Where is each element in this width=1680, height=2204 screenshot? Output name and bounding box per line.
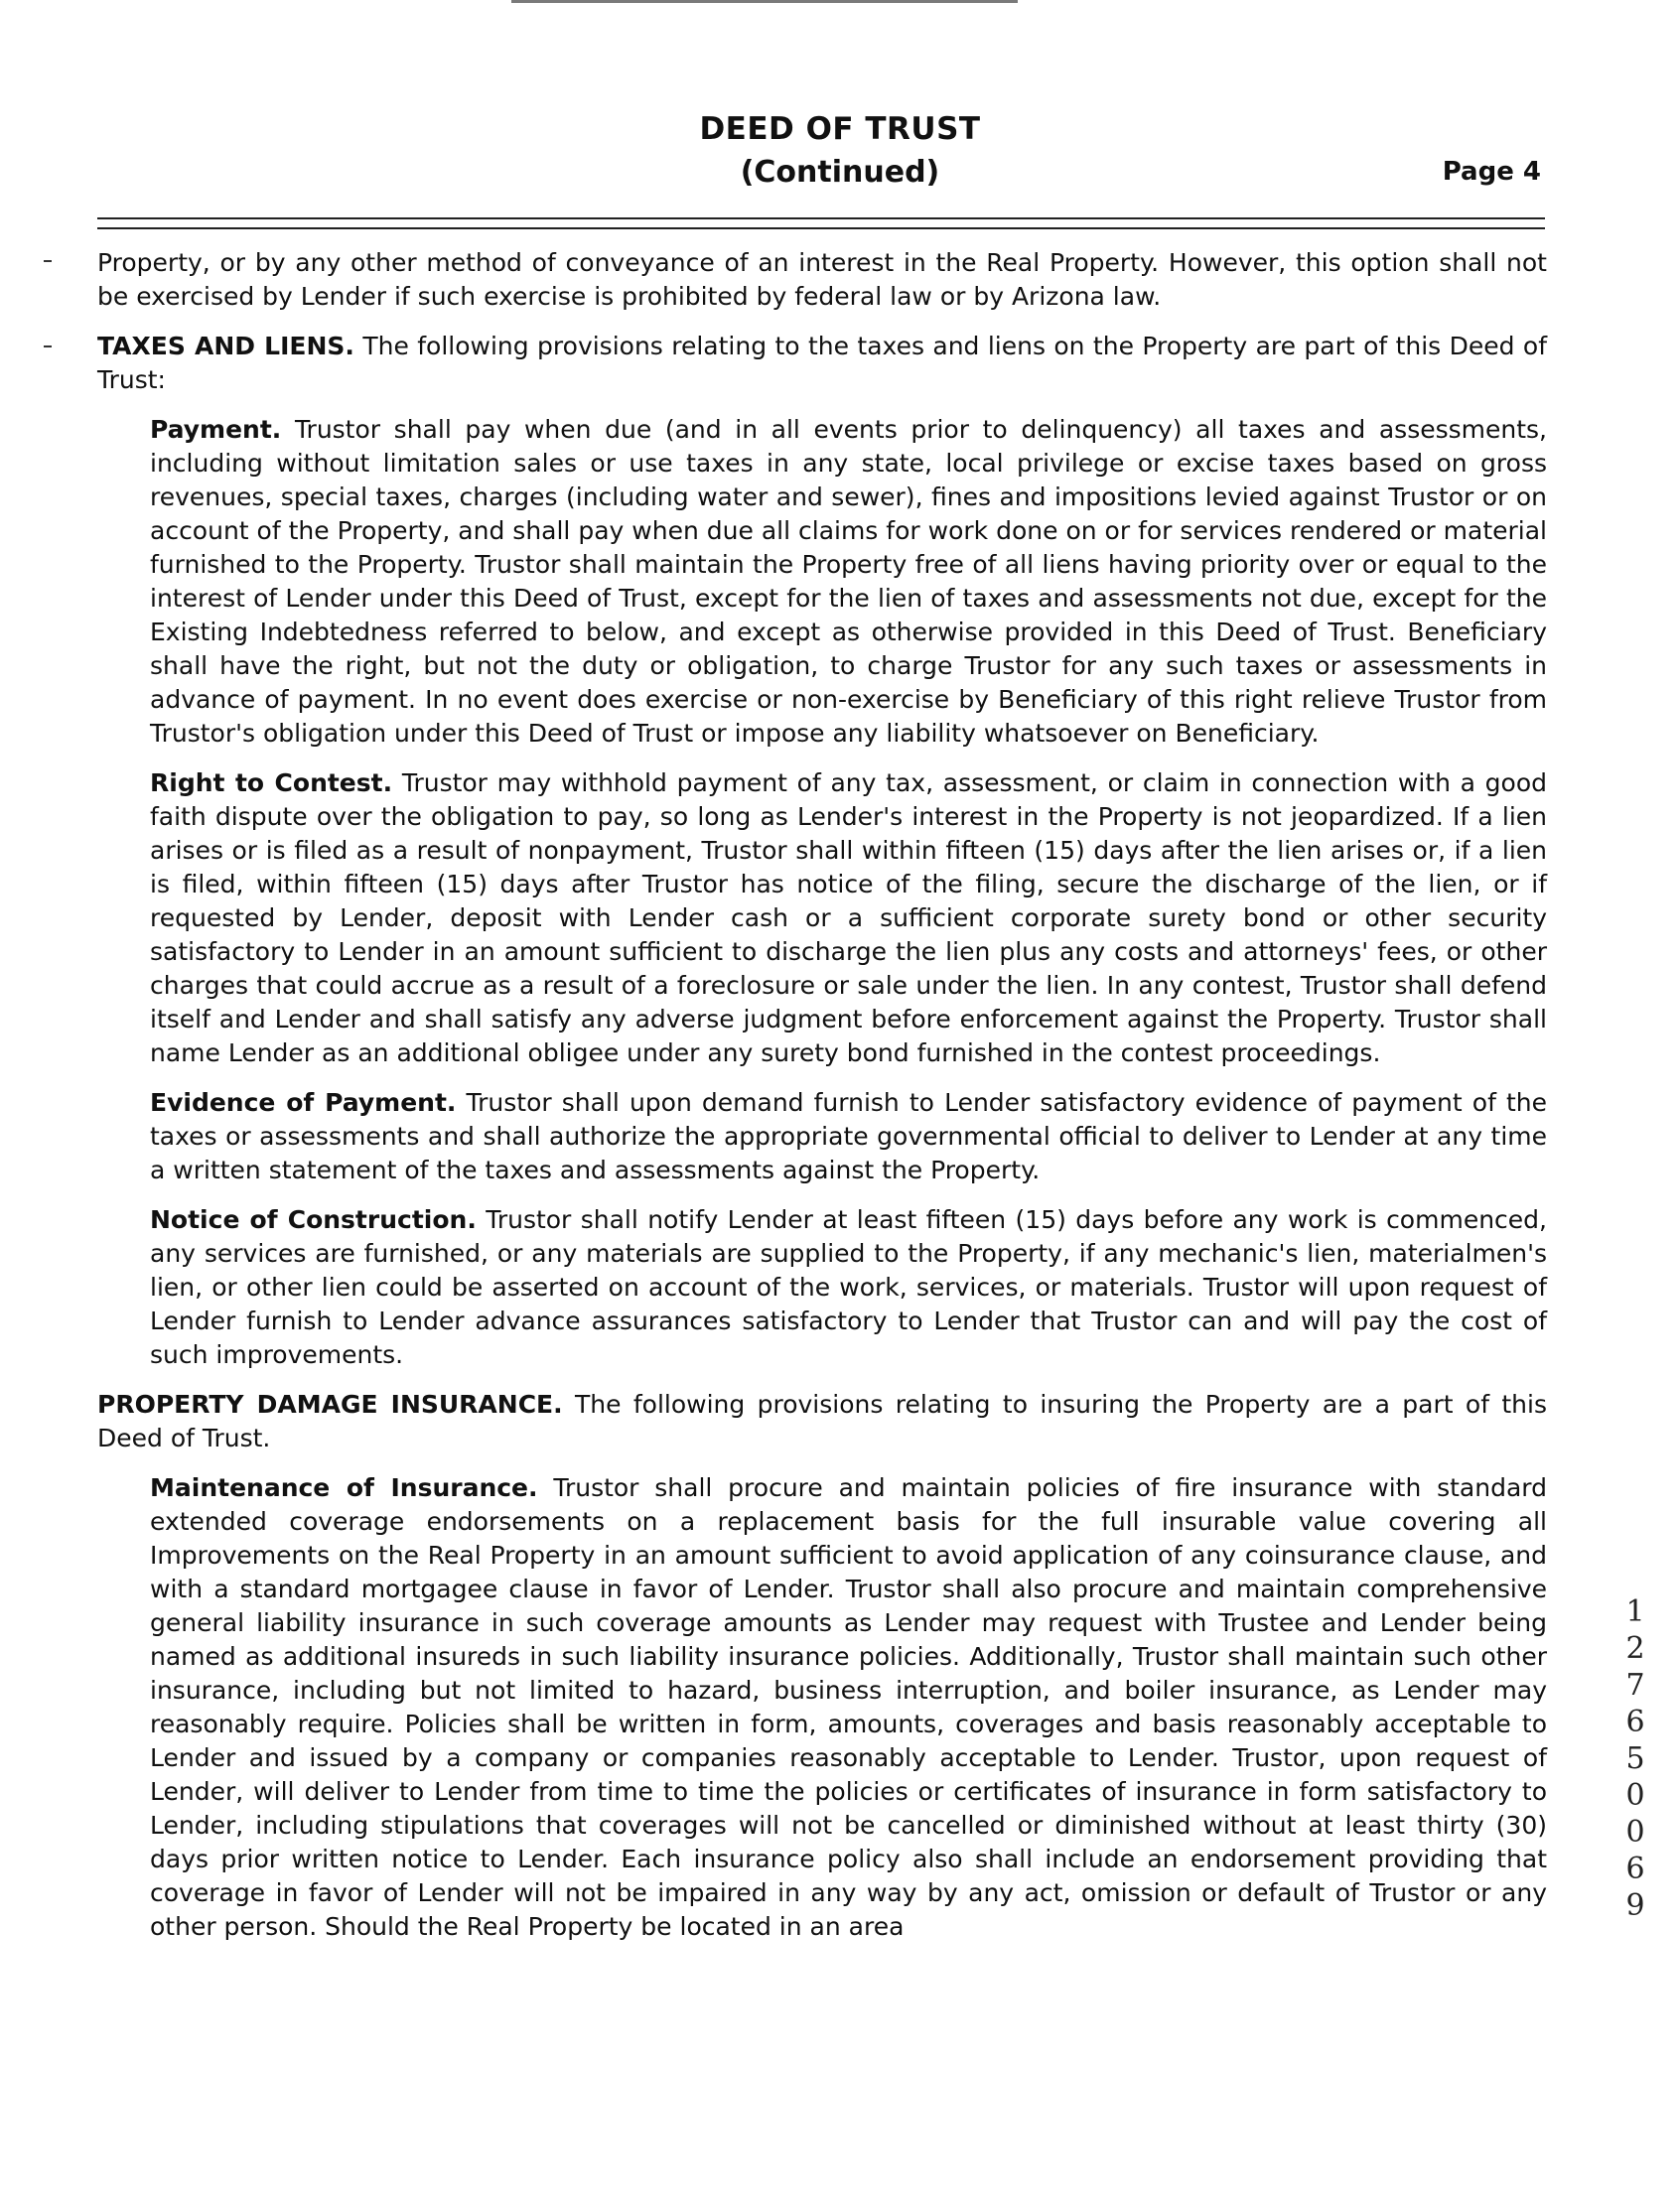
construction-heading: Notice of Construction. bbox=[150, 1205, 477, 1234]
margin-mark bbox=[44, 345, 52, 347]
document-body bbox=[97, 246, 1547, 1960]
insurance-heading: PROPERTY DAMAGE INSURANCE. bbox=[97, 1390, 563, 1419]
insurance-section bbox=[97, 1388, 1547, 1455]
side-stamp-number: 127650069 bbox=[1625, 1594, 1645, 1923]
page-number: Page 4 bbox=[1442, 157, 1541, 187]
evidence-heading: Evidence of Payment. bbox=[150, 1088, 457, 1117]
contest-heading: Right to Contest. bbox=[150, 768, 393, 797]
maintenance-clause bbox=[97, 1471, 1547, 1944]
construction-text: Trustor shall notify Lender at least fifteen (15) days before any work is commenced, any services are furnished, or any materials are supplied to the Property, if any mechanic's lien, materialmen's lien, or other lien could be asserted on account of the work, services, or materials. Trustor will upon request of Lender furnish to Lender advance assurances satisfactory to Lender that Trustor can and will pay the cost of such improvements. bbox=[150, 1205, 1547, 1369]
construction-clause bbox=[97, 1203, 1547, 1372]
insurance-text: The following provisions relating to insuring the Property are a part of this Deed of Trust. bbox=[97, 1390, 1547, 1452]
payment-heading: Payment. bbox=[150, 415, 282, 444]
taxes-heading: TAXES AND LIENS. bbox=[97, 332, 354, 360]
document-title: DEED OF TRUST bbox=[699, 111, 981, 147]
payment-clause bbox=[97, 413, 1547, 751]
contest-clause bbox=[97, 766, 1547, 1070]
margin-mark bbox=[44, 260, 52, 262]
scan-artifact-line bbox=[511, 0, 1018, 7]
taxes-text: The following provisions relating to the taxes and liens on the Property are part of this Deed of Trust: bbox=[97, 332, 1548, 394]
maintenance-heading: Maintenance of Insurance. bbox=[150, 1473, 538, 1502]
maintenance-text: Trustor shall procure and maintain policies of fire insurance with standard extended coverage endorsements on a replacement basis for the full insurable value covering all Improvements on the Real Property in an amount sufficient to avoid application of any coinsurance clause, and with a standard mortgagee clause in favor of Lender. Trustor shall also procure and maintain comprehensive general liability insurance in such coverage amounts as Lender may request with Trustee and Lender being named as additional insureds in such liability insurance policies. Additionally, Trustor shall maintain such other insurance, including but not limited to hazard, business interruption, and boiler insurance, as Lender may reasonably require. Policies shall be written in form, amounts, coverages and basis reasonably acceptable to Lender and issued by a company or companies reasonably acceptable to Lender. Trustor, upon request of Lender, will deliver to Lender from time to time the policies or certificates of insurance in form satisfactory to Lender, including stipulations that coverages will not be cancelled or diminished without at least thirty (30) days prior written notice to Lender. Each insurance policy also shall include an endorsement providing that coverage in favor of Lender will not be impaired in any way by any act, omission or default of Trustor or any other person. Should the Real Property be located in an area bbox=[150, 1473, 1547, 1941]
intro-text: Property, or by any other method of conveyance of an interest in the Real Property. However, this option shall not be exercised by Lender if such exercise is prohibited by federal law or by Arizona law. bbox=[97, 248, 1547, 311]
intro-paragraph bbox=[97, 246, 1547, 314]
contest-text: Trustor may withhold payment of any tax, assessment, or claim in connection with a good faith dispute over the obligation to pay, so long as Lender's interest in the Property is not jeopardized. If a lien arises or is filed as a result of nonpayment, Trustor shall within fifteen (15) days after the lien arises or, if a lien is filed, within fifteen (15) days after Trustor has notice of the filing, secure the discharge of the lien, or if requested by Lender, deposit with Lender cash or a sufficient corporate surety bond or other security satisfactory to Lender in an amount sufficient to discharge the lien plus any costs and attorneys' fees, or other charges that could accrue as a result of a foreclosure or sale under the lien. In any contest, Trustor shall defend itself and Lender and shall satisfy any adverse judgment before enforcement against the Property. Trustor shall name Lender as an additional obligee under any surety bond furnished in the contest proceedings. bbox=[150, 768, 1548, 1067]
evidence-clause bbox=[97, 1086, 1547, 1187]
evidence-text: Trustor shall upon demand furnish to Lender satisfactory evidence of payment of the taxes or assessments and shall authorize the appropriate governmental official to deliver to Lender at any time a written statement of the taxes and assessments against the Property. bbox=[150, 1088, 1547, 1184]
header-divider-top bbox=[97, 217, 1545, 219]
taxes-section bbox=[97, 330, 1547, 397]
document-subtitle: (Continued) bbox=[740, 155, 940, 190]
page-header bbox=[0, 111, 1680, 191]
header-divider-bottom bbox=[97, 227, 1545, 229]
payment-text: Trustor shall pay when due (and in all events prior to delinquency) all taxes and assessments, including without limitation sales or use taxes in any state, local privilege or excise taxes based on gross revenues, special taxes, charges (including water and sewer), fines and impositions levied against Trustor or on account of the Property, and shall pay when due all claims for work done on or for services rendered or material furnished to the Property. Trustor shall maintain the Property free of all liens having priority over or equal to the interest of Lender under this Deed of Trust, except for the lien of taxes and assessments not due, except for the Existing Indebtedness referred to below, and except as otherwise provided in this Deed of Trust. Beneficiary shall have the right, but not the duty or obligation, to charge Trustor for any such taxes or assessments in advance of payment. In no event does exercise or non-exercise by Beneficiary of this right relieve Trustor from Trustor's obligation under this Deed of Trust or impose any liability whatsoever on Beneficiary. bbox=[150, 415, 1547, 748]
